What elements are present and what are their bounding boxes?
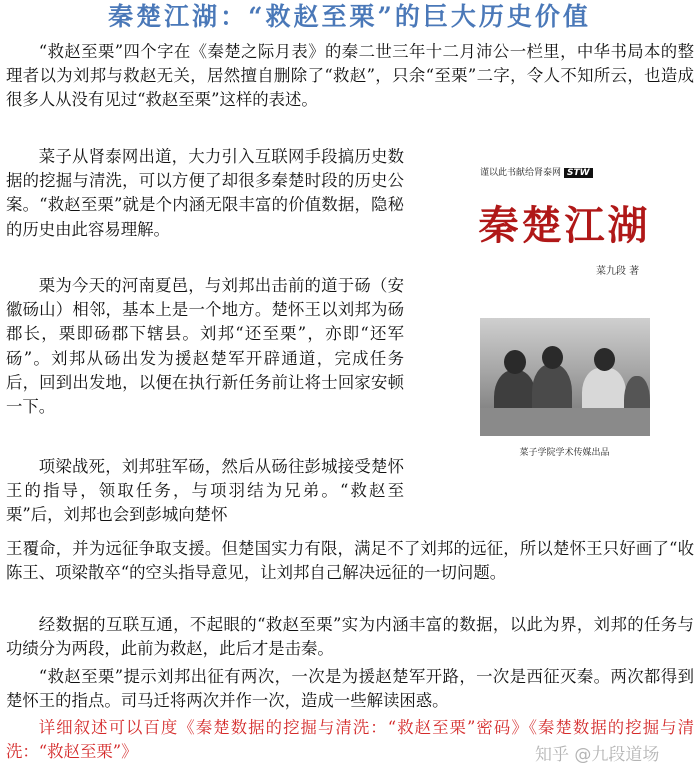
book-publisher: 菜子学院学术传媒出品 bbox=[519, 448, 610, 458]
paragraph-2: 菜子从肾泰网出道，大力引入互联网手段搞历史数据的挖掘与清洗，可以方便了却很多秦楚时段的历史公案。“救赵至栗”就是个内涵无限丰富的价值数据，隐秘的历史由此容易理解。 bbox=[6, 147, 404, 239]
zhihu-watermark: 知乎 @九段道场 bbox=[535, 745, 660, 765]
book-dedication-text: 谨以此书献给肾泰网 bbox=[480, 168, 562, 178]
stw-logo: STW bbox=[564, 168, 593, 178]
cover-photo bbox=[480, 318, 650, 436]
paragraph-4-continued: 王覆命，并为远征争取支援。但楚国实力有限，满足不了刘邦的远征，所以楚怀王只好画了“收陈王、项梁散卒“的空头指导意见，让刘邦自己解决远征的一切问题。 bbox=[6, 539, 694, 583]
article-title: 秦楚江湖：“救赵至栗”的巨大历史价值 bbox=[108, 2, 591, 31]
paragraph-5: 经数据的互联互通，不起眼的“救赵至栗”实为内涵丰富的数据，以此为界，刘邦的任务与功绩分为两段，此前为救赵，此后才是击秦。 bbox=[6, 615, 694, 659]
paragraph-4: 项梁战死，刘邦驻军砀，然后从砀往彭城接受楚怀王的指导，领取任务，与项羽结为兄弟。“救赵至栗”后，刘邦也会到彭城向楚怀 bbox=[6, 457, 404, 525]
book-dedication bbox=[480, 165, 593, 178]
paragraph-1: “救赵至栗”四个字在《秦楚之际月表》的秦二世三年十二月沛公一栏里，中华书局本的整理者以为刘邦与救赵无关，居然擅自删除了“救赵”，只余“至栗”二字，令人不知所云，也造成很多人从没有见过“救赵至栗”这样的表述。 bbox=[6, 42, 694, 110]
paragraph-3: 栗为今天的河南夏邑，与刘邦出击前的道于砀（安徽砀山）相邻，基本上是一个地方。楚怀王以刘邦为砀郡长，栗即砀郡下辖县。刘邦“还至栗”，亦即“还军砀”。刘邦从砀出发为援赵楚军开辟通道，完成任务后，回到出发地，以便在执行新任务前让将士回家安顿一下。 bbox=[6, 276, 404, 417]
paragraph-6: “救赵至栗”提示刘邦出征有两次，一次是为援赵楚军开路，一次是西征灭秦。两次都得到楚怀王的指点。司马迁将两次并作一次，造成一些解读困惑。 bbox=[6, 667, 694, 711]
reference-paragraph: 详细叙述可以百度《秦楚数据的挖掘与清洗：“救赵至栗”密码》《秦楚数据的挖掘与清洗：“救赵至栗”》 bbox=[6, 718, 694, 762]
book-title: 秦楚江湖 bbox=[478, 203, 651, 249]
book-cover-image bbox=[472, 150, 657, 462]
book-author: 菜九段 著 bbox=[596, 266, 640, 277]
